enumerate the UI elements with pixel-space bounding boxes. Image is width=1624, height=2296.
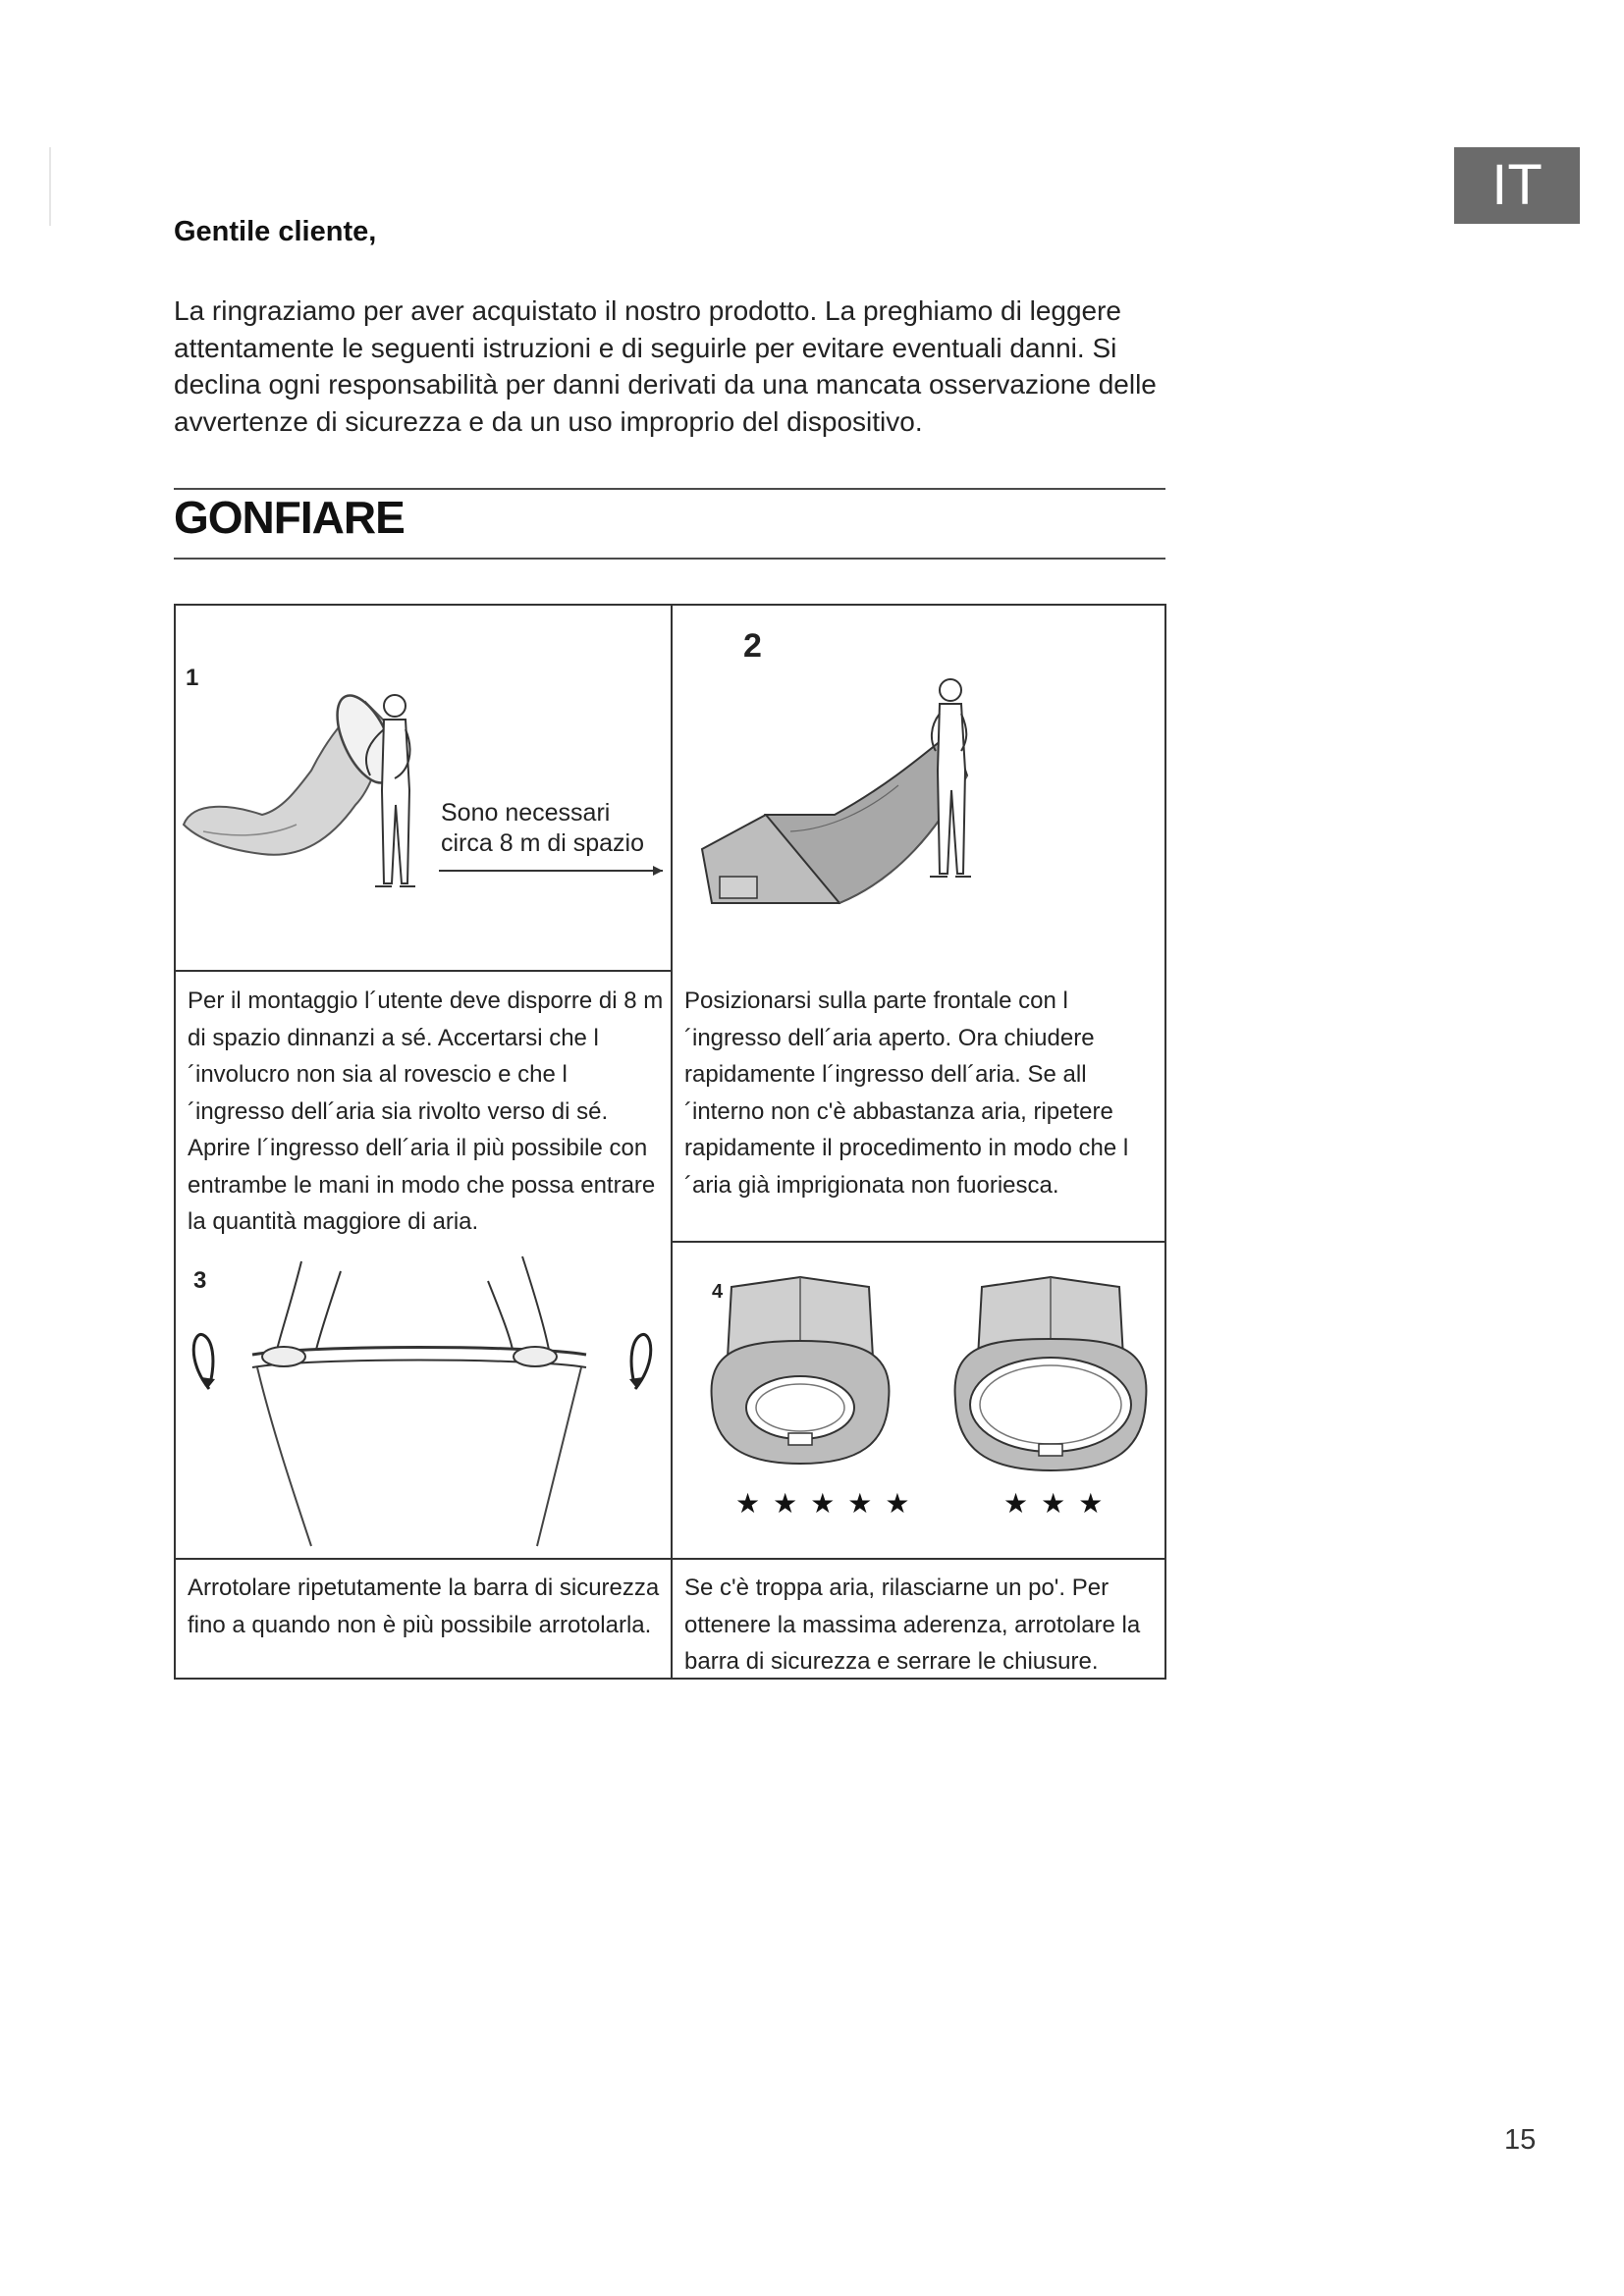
instruction-grid — [174, 604, 1166, 1680]
step-2-number: 2 — [743, 627, 762, 665]
step-1-caption-line1: Sono necessari — [441, 799, 611, 827]
section-rule-bottom — [174, 558, 1165, 560]
rating-stars-left: ★★★★★ — [735, 1488, 923, 1519]
step-3-text: Arrotolare ripetutamente la barra di sicurezza fino a quando non è più possibile arrotolarla. — [188, 1575, 660, 1638]
section-title: GONFIARE — [174, 492, 405, 543]
step-3-illustration — [174, 1252, 671, 1558]
step-4-number: 4 — [712, 1281, 724, 1303]
language-tab: IT — [1454, 147, 1580, 224]
grid-border-right — [1164, 604, 1166, 1680]
step-1-illustration — [174, 604, 671, 970]
margin-rule — [49, 147, 51, 226]
step-1-caption-line2: circa 8 m di spazio — [441, 829, 645, 857]
intro-paragraph: La ringraziamo per aver acquistato il nostro prodotto. La preghiamo di leggere attentamente le seguenti istruzioni e di seguirle per evitare eventuali danni. Si declina ogni responsabilità per danni derivati da una mancata osservazione delle avvertenze di sicurezza e da un uso improprio del dispositivo. — [174, 295, 1157, 437]
grid-divider-1 — [174, 970, 673, 972]
grid-divider-3 — [174, 1558, 1166, 1560]
section-rule-top — [174, 488, 1165, 490]
step-2-illustration — [673, 604, 1164, 970]
step-1-text: Per il montaggio l´utente deve disporre di 8 m di spazio dinnanzi a sé. Accertarsi che l´involucro non sia al rovescio e che l´ingresso dell´aria sia rivolto verso di sé. Aprire l´ingresso dell´aria il più possibile con entrambe le mani in modo che possa entrare la quantità maggiore di aria. — [188, 988, 664, 1235]
step-3-number: 3 — [193, 1267, 207, 1294]
rating-stars-right: ★★★ — [1003, 1488, 1116, 1519]
page-number: 15 — [1504, 2124, 1537, 2156]
step-1-number: 1 — [186, 665, 199, 691]
step-4-text: Se c'è troppa aria, rilasciarne un po'. Per ottenere la massima aderenza, arrotolare la barra di sicurezza e serrare le chiusure. — [684, 1575, 1141, 1675]
greeting: Gentile cliente, — [174, 216, 377, 247]
step-2-text: Posizionarsi sulla parte frontale con l´ingresso dell´aria aperto. Ora chiudere rapidamente l´ingresso dell´aria. Se all´interno non c'è abbastanza aria, ripetere rapidamente il procedimento in modo che l´aria già imprigionata non fuoriesca. — [684, 988, 1129, 1199]
